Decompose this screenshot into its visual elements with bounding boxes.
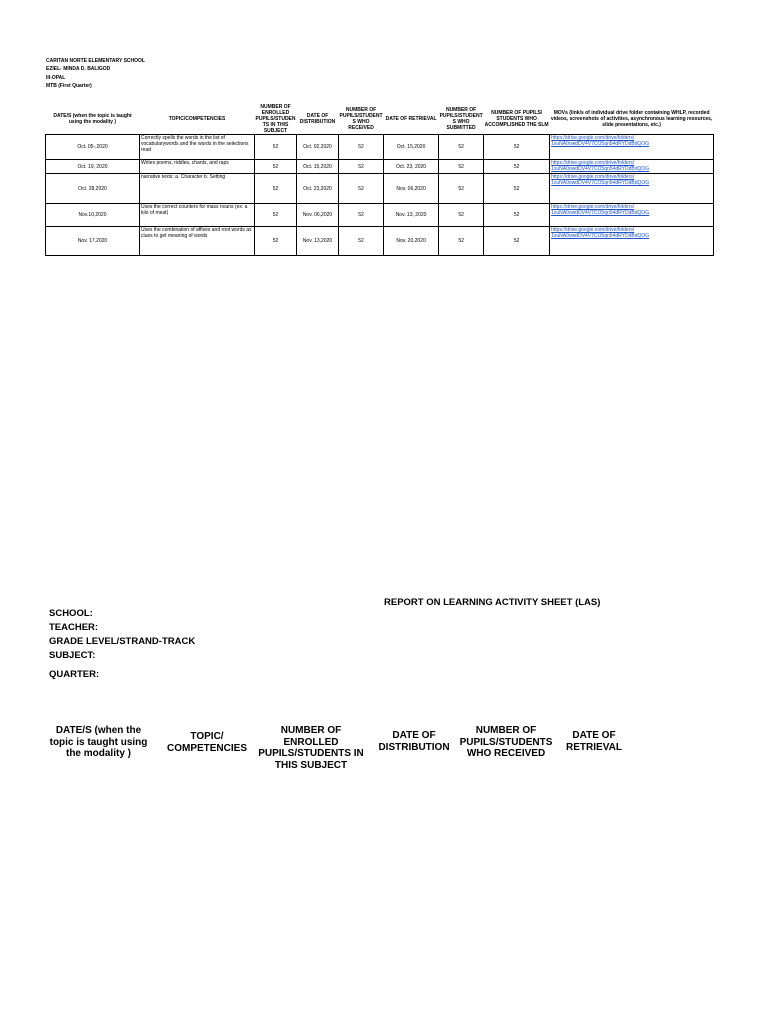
cell-enrolled: 52 (255, 160, 297, 174)
cell-enrolled: 52 (255, 227, 297, 256)
cell-topic: Uses the combination of affixes and root words as clues to get meaning of words (140, 227, 255, 256)
report-col-date: DATE/S (when the topic is taught using the modality ) (49, 725, 148, 759)
cell-received: 52 (339, 227, 384, 256)
cell-date: Nov.10,2020 (46, 204, 140, 227)
cell-submitted: 52 (439, 227, 484, 256)
cell-enrolled: 52 (255, 135, 297, 160)
table-row (46, 174, 714, 204)
link-url-part1[interactable]: https://drive.google.com/drive/folders/ (551, 135, 635, 141)
col-header-topic: TOPIC/COMPETENCIES (168, 116, 226, 122)
quarter-label: QUARTER: (49, 669, 100, 680)
report-title: REPORT ON LEARNING ACTIVITY SHEET (LAS) (384, 597, 601, 608)
link-url-part1[interactable]: https://drive.google.com/drive/folders/ (551, 174, 635, 180)
cell-topic: Correctly spells the words in the list of vocabularywords and the words in the selections read (140, 135, 255, 160)
table-row (46, 160, 714, 174)
teacher-name: EZIEL- MINDA D. BALIGOD (46, 66, 111, 73)
link-url-part2[interactable]: 1xuNA0owdDV4V7CO5qn54dRYDdBdQOG (551, 210, 650, 217)
cell-distribution: Nov. 06,2020 (297, 204, 339, 227)
cell-movs-link[interactable] (550, 160, 714, 174)
cell-received: 52 (339, 160, 384, 174)
col-header-distribution: DATE OF DISTRIBUTION (299, 113, 336, 125)
cell-submitted: 52 (439, 135, 484, 160)
subject-label: SUBJECT: (49, 650, 96, 661)
link-url-part1[interactable]: https://drive.google.com/drive/folders/ (551, 160, 635, 166)
cell-accomplished: 52 (484, 135, 550, 160)
cell-topic: Writes poems, riddles, chants, and raps (140, 160, 255, 174)
school-name: CARITAN NORTE ELEMENTARY SCHOOL (46, 58, 145, 64)
cell-submitted: 52 (439, 174, 484, 204)
cell-accomplished: 52 (484, 160, 550, 174)
report-col-enrolled: NUMBER OF ENROLLED PUPILS/STUDENTS IN THIS SUBJECT (258, 725, 364, 771)
col-header-movs: MOVs (link/s of individual drive folder containing WHLP, recorded videos, screenshots of activities, asynchronous learning resources, slide presentations, etc.) (550, 110, 713, 128)
cell-accomplished: 52 (484, 204, 550, 227)
cell-date: Oct. 05-,2020 (46, 135, 140, 160)
cell-distribution: Oct. 23,2020 (297, 174, 339, 204)
cell-movs-link[interactable] (550, 204, 714, 227)
col-header-retrieval: DATE OF RETRIEVAL (385, 116, 437, 122)
section-name: III-OPAL (46, 74, 66, 81)
col-header-date: DATE/S (when the topic is taught using the modality ) (53, 113, 132, 125)
link-url-part1[interactable]: https://drive.google.com/drive/folders/ (551, 204, 635, 210)
cell-distribution: Nov. 13,2020 (297, 227, 339, 256)
cell-topic: narrative texts: a. Character b. Setting (140, 174, 255, 204)
report-col-distribution: DATE OF DISTRIBUTION (378, 730, 450, 753)
school-label: SCHOOL: (49, 608, 93, 619)
cell-retrieval: Nov. 13, 2020 (384, 204, 439, 227)
col-header-accomplished: NUMBER OF PUPILS/ STUDENTS WHO ACCOMPLISHED THE SLM (484, 110, 549, 128)
cell-movs-link[interactable] (550, 227, 714, 256)
cell-distribution: Oct. 02,2020 (297, 135, 339, 160)
cell-topic: Uses the correct counters for mass nouns (ex: a kilo of meat) (140, 204, 255, 227)
cell-retrieval: Oct. 15,2020 (384, 135, 439, 160)
table-header-row (46, 104, 714, 135)
cell-retrieval: Oct. 23, 2020 (384, 160, 439, 174)
cell-distribution: Oct. 15,2020 (297, 160, 339, 174)
learning-log-table (45, 104, 714, 256)
teacher-label: TEACHER: (49, 622, 99, 633)
report-col-received: NUMBER OF PUPILS/STUDENTS WHO RECEIVED (459, 725, 553, 759)
cell-movs-link[interactable] (550, 174, 714, 204)
report-col-retrieval: DATE OF RETRIEVAL (566, 730, 622, 753)
cell-submitted: 52 (439, 204, 484, 227)
cell-date: Nov. 17,2020 (46, 227, 140, 256)
cell-retrieval: Nov. 20,2020 (384, 227, 439, 256)
col-header-submitted: NUMBER OF PUPILS/STUDENT S WHO SUBMITTED (439, 107, 483, 131)
table-row (46, 204, 714, 227)
report-col-topic: TOPIC/ COMPETENCIES (166, 731, 247, 754)
table-row (46, 135, 714, 160)
cell-retrieval: Nov. 06,2020 (384, 174, 439, 204)
cell-submitted: 52 (439, 160, 484, 174)
link-url-part2[interactable]: 1xuNA0owdDV4V7CO5qn54dRYDdBdQOG (551, 141, 650, 148)
cell-received: 52 (339, 174, 384, 204)
cell-date: Oct. 19, 2020 (46, 160, 140, 174)
link-url-part2[interactable]: 1xuNA0owdDV4V7CO5qn54dRYDdBdQOG (551, 166, 650, 173)
cell-enrolled: 52 (255, 204, 297, 227)
grade-level-label: GRADE LEVEL/STRAND-TRACK (49, 636, 196, 647)
link-url-part2[interactable]: 1xuNA0owdDV4V7CO5qn54dRYDdBdQOG (551, 233, 650, 240)
col-header-enrolled: NUMBER OF ENROLLED PUPILS/STUDEN TS IN THIS SUBJECT (255, 104, 296, 134)
cell-received: 52 (339, 204, 384, 227)
link-url-part2[interactable]: 1xuNA0owdDV4V7CO5qn54dRYDdBdQOG (551, 180, 650, 187)
document-header (46, 57, 145, 90)
cell-date: Oct. 28,2020 (46, 174, 140, 204)
table-row (46, 227, 714, 256)
col-header-received: NUMBER OF PUPILS/STUDENT S WHO RECEIVED (339, 107, 383, 131)
subject-quarter: MTB (First Quarter) (46, 82, 92, 89)
cell-enrolled: 52 (255, 174, 297, 204)
link-url-part1[interactable]: https://drive.google.com/drive/folders/ (551, 227, 635, 233)
cell-accomplished: 52 (484, 174, 550, 204)
cell-accomplished: 52 (484, 227, 550, 256)
cell-received: 52 (339, 135, 384, 160)
cell-movs-link[interactable] (550, 135, 714, 160)
